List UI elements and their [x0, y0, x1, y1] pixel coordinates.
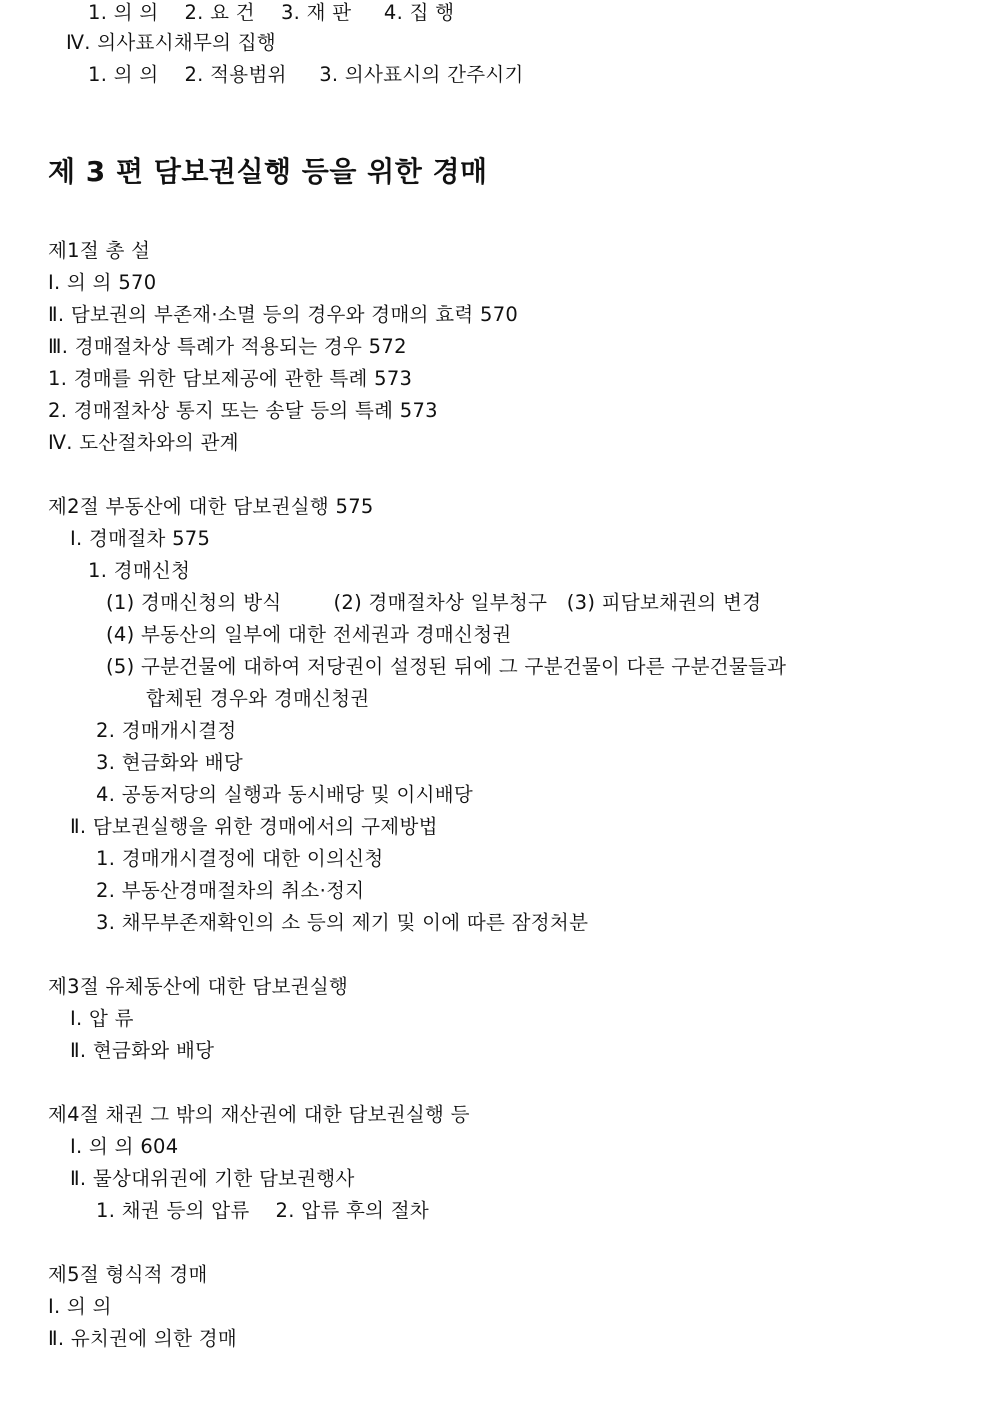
top-item-line-2: Ⅳ. 의사표시채무의 집행: [66, 31, 277, 54]
chapter-4-line-2: Ⅱ. 물상대위권에 기한 담보권행사: [70, 1167, 355, 1190]
chapter-2-line-1: Ⅰ. 경매절차 575: [70, 527, 211, 550]
chapter-2-line-5: (5) 구분건물에 대하여 저당권이 설정된 뒤에 그 구분건물이 다른 구분건물들과: [106, 655, 787, 678]
chapter-2-line-3: (1) 경매신청의 방식 (2) 경매절차상 일부청구 (3) 피담보채권의 변경: [106, 591, 762, 614]
chapter-4-line-1: Ⅰ. 의 의 604: [70, 1135, 179, 1158]
chapter-1-line-3: Ⅲ. 경매절차상 특례가 적용되는 경우 572: [48, 335, 407, 358]
chapter-2-line-2: 1. 경매신청: [88, 559, 191, 582]
chapter-1-line-2: Ⅱ. 담보권의 부존재·소멸 등의 경우와 경매의 효력 570: [48, 303, 519, 326]
chapter-2-line-6: 합체된 경우와 경매신청권: [146, 687, 370, 710]
chapter-2-line-13: 3. 채무부존재확인의 소 등의 제기 및 이에 따른 잠정처분: [96, 911, 589, 934]
chapter-2-line-12: 2. 부동산경매절차의 취소·정지: [96, 879, 365, 902]
chapter-5-line-1: Ⅰ. 의 의: [48, 1295, 112, 1318]
chapter-1-title: 제1절 총 설: [48, 239, 151, 262]
chapter-2-title: 제2절 부동산에 대한 담보권실행 575: [48, 495, 374, 518]
chapter-2-line-11: 1. 경매개시결정에 대한 이의신청: [96, 847, 384, 870]
chapter-1-line-4: 1. 경매를 위한 담보제공에 관한 특례 573: [48, 367, 413, 390]
chapter-1-line-6: Ⅳ. 도산절차와의 관계: [48, 431, 239, 454]
chapter-2-line-4: (4) 부동산의 일부에 대한 전세권과 경매신청권: [106, 623, 512, 646]
chapter-4-title: 제4절 채권 그 밖의 재산권에 대한 담보권실행 등: [48, 1103, 470, 1126]
top-item-line-1: 1. 의 의 2. 요 건 3. 재 판 4. 집 행: [88, 1, 455, 24]
chapter-5-title: 제5절 형식적 경매: [48, 1263, 208, 1286]
chapter-2-line-7: 2. 경매개시결정: [96, 719, 237, 742]
chapter-3-title: 제3절 유체동산에 대한 담보권실행: [48, 975, 349, 998]
chapter-4-line-3: 1. 채권 등의 압류 2. 압류 후의 절차: [96, 1199, 430, 1222]
chapter-1-line-1: Ⅰ. 의 의 570: [48, 271, 157, 294]
chapter-5-line-2: Ⅱ. 유치권에 의한 경매: [48, 1327, 237, 1350]
chapter-3-line-1: Ⅰ. 압 류: [70, 1007, 134, 1030]
chapter-3-line-2: Ⅱ. 현금화와 배당: [70, 1039, 215, 1062]
chapter-2-line-9: 4. 공동저당의 실행과 동시배당 및 이시배당: [96, 783, 474, 806]
chapter-1-line-5: 2. 경매절차상 통지 또는 송달 등의 특례 573: [48, 399, 438, 422]
chapter-2-line-10: Ⅱ. 담보권실행을 위한 경매에서의 구제방법: [70, 815, 438, 838]
top-item-line-3: 1. 의 의 2. 적용범위 3. 의사표시의 간주시기: [88, 63, 524, 86]
chapter-2-line-8: 3. 현금화와 배당: [96, 751, 244, 774]
part-title: 제 3 편 담보권실행 등을 위한 경매: [48, 155, 488, 188]
